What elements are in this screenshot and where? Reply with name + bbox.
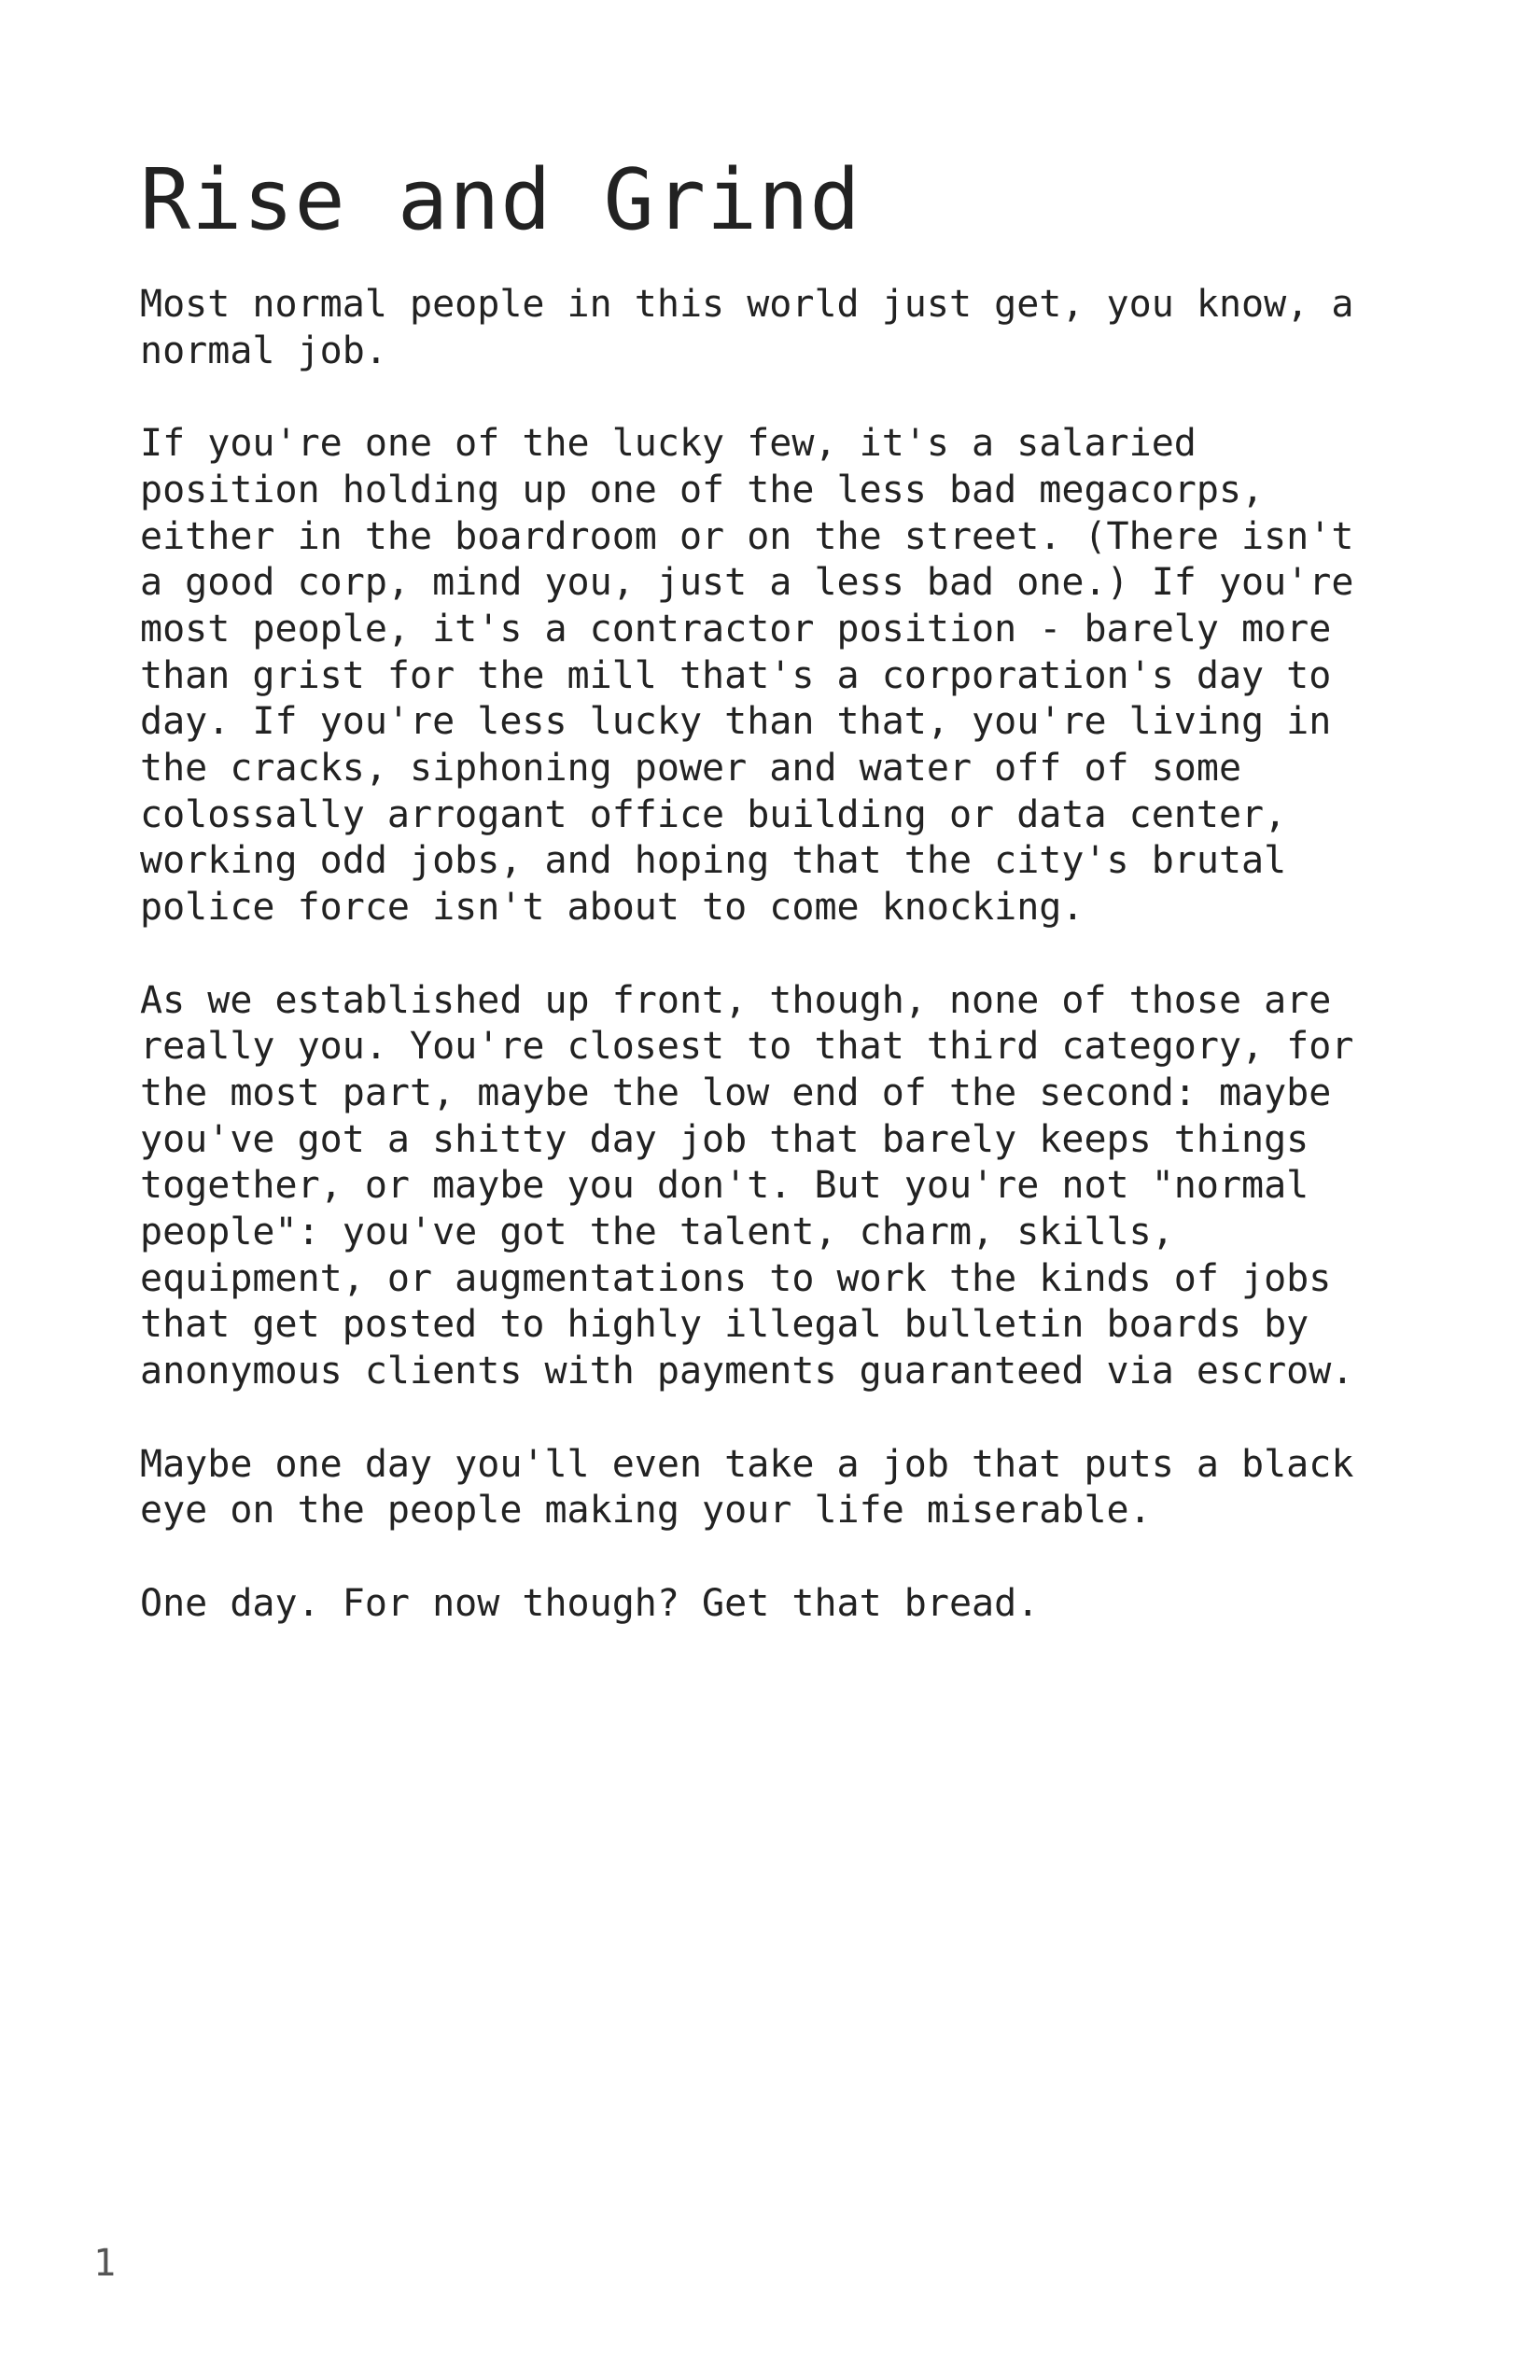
page-number: 1 — [93, 2242, 117, 2285]
page-title: Rise and Grind — [140, 151, 861, 249]
paragraph-5: One day. For now though? Get that bread. — [140, 1581, 1040, 1625]
paragraph-3: As we established up front, though, none of those are really you. You're closest to that third category, for the most part, maybe the low end of the second: maybe you've got a shitty day job that barely keeps things together, or maybe you don't. But you're not "normal people": you've got the talent, charm, skills, equipment, or augmentations to work the kinds of jobs that get posted to highly illegal bulletin boards by anonymous clients with payments guaranteed via escrow. — [140, 978, 1354, 1393]
paragraph-2: If you're one of the lucky few, it's a salaried position holding up one of the less bad megacorps, either in the boardroom or on the street. (There isn't a good corp, mind you, just a less bad one.) If you're most people, it's a contractor position - barely more than grist for the mill that's a corporation's day to day. If you're less lucky than that, you're living in the cracks, siphoning power and water off of some colossally arrogant office building or data center, working odd jobs, and hoping that the city's brutal police force isn't about to come knocking. — [140, 422, 1354, 930]
page-content — [140, 149, 1400, 1673]
paragraph-4: Maybe one day you'll even take a job that puts a black eye on the people making your life miserable. — [140, 1442, 1354, 1533]
paragraph-1: Most normal people in this world just get, you know, a normal job. — [140, 283, 1354, 372]
